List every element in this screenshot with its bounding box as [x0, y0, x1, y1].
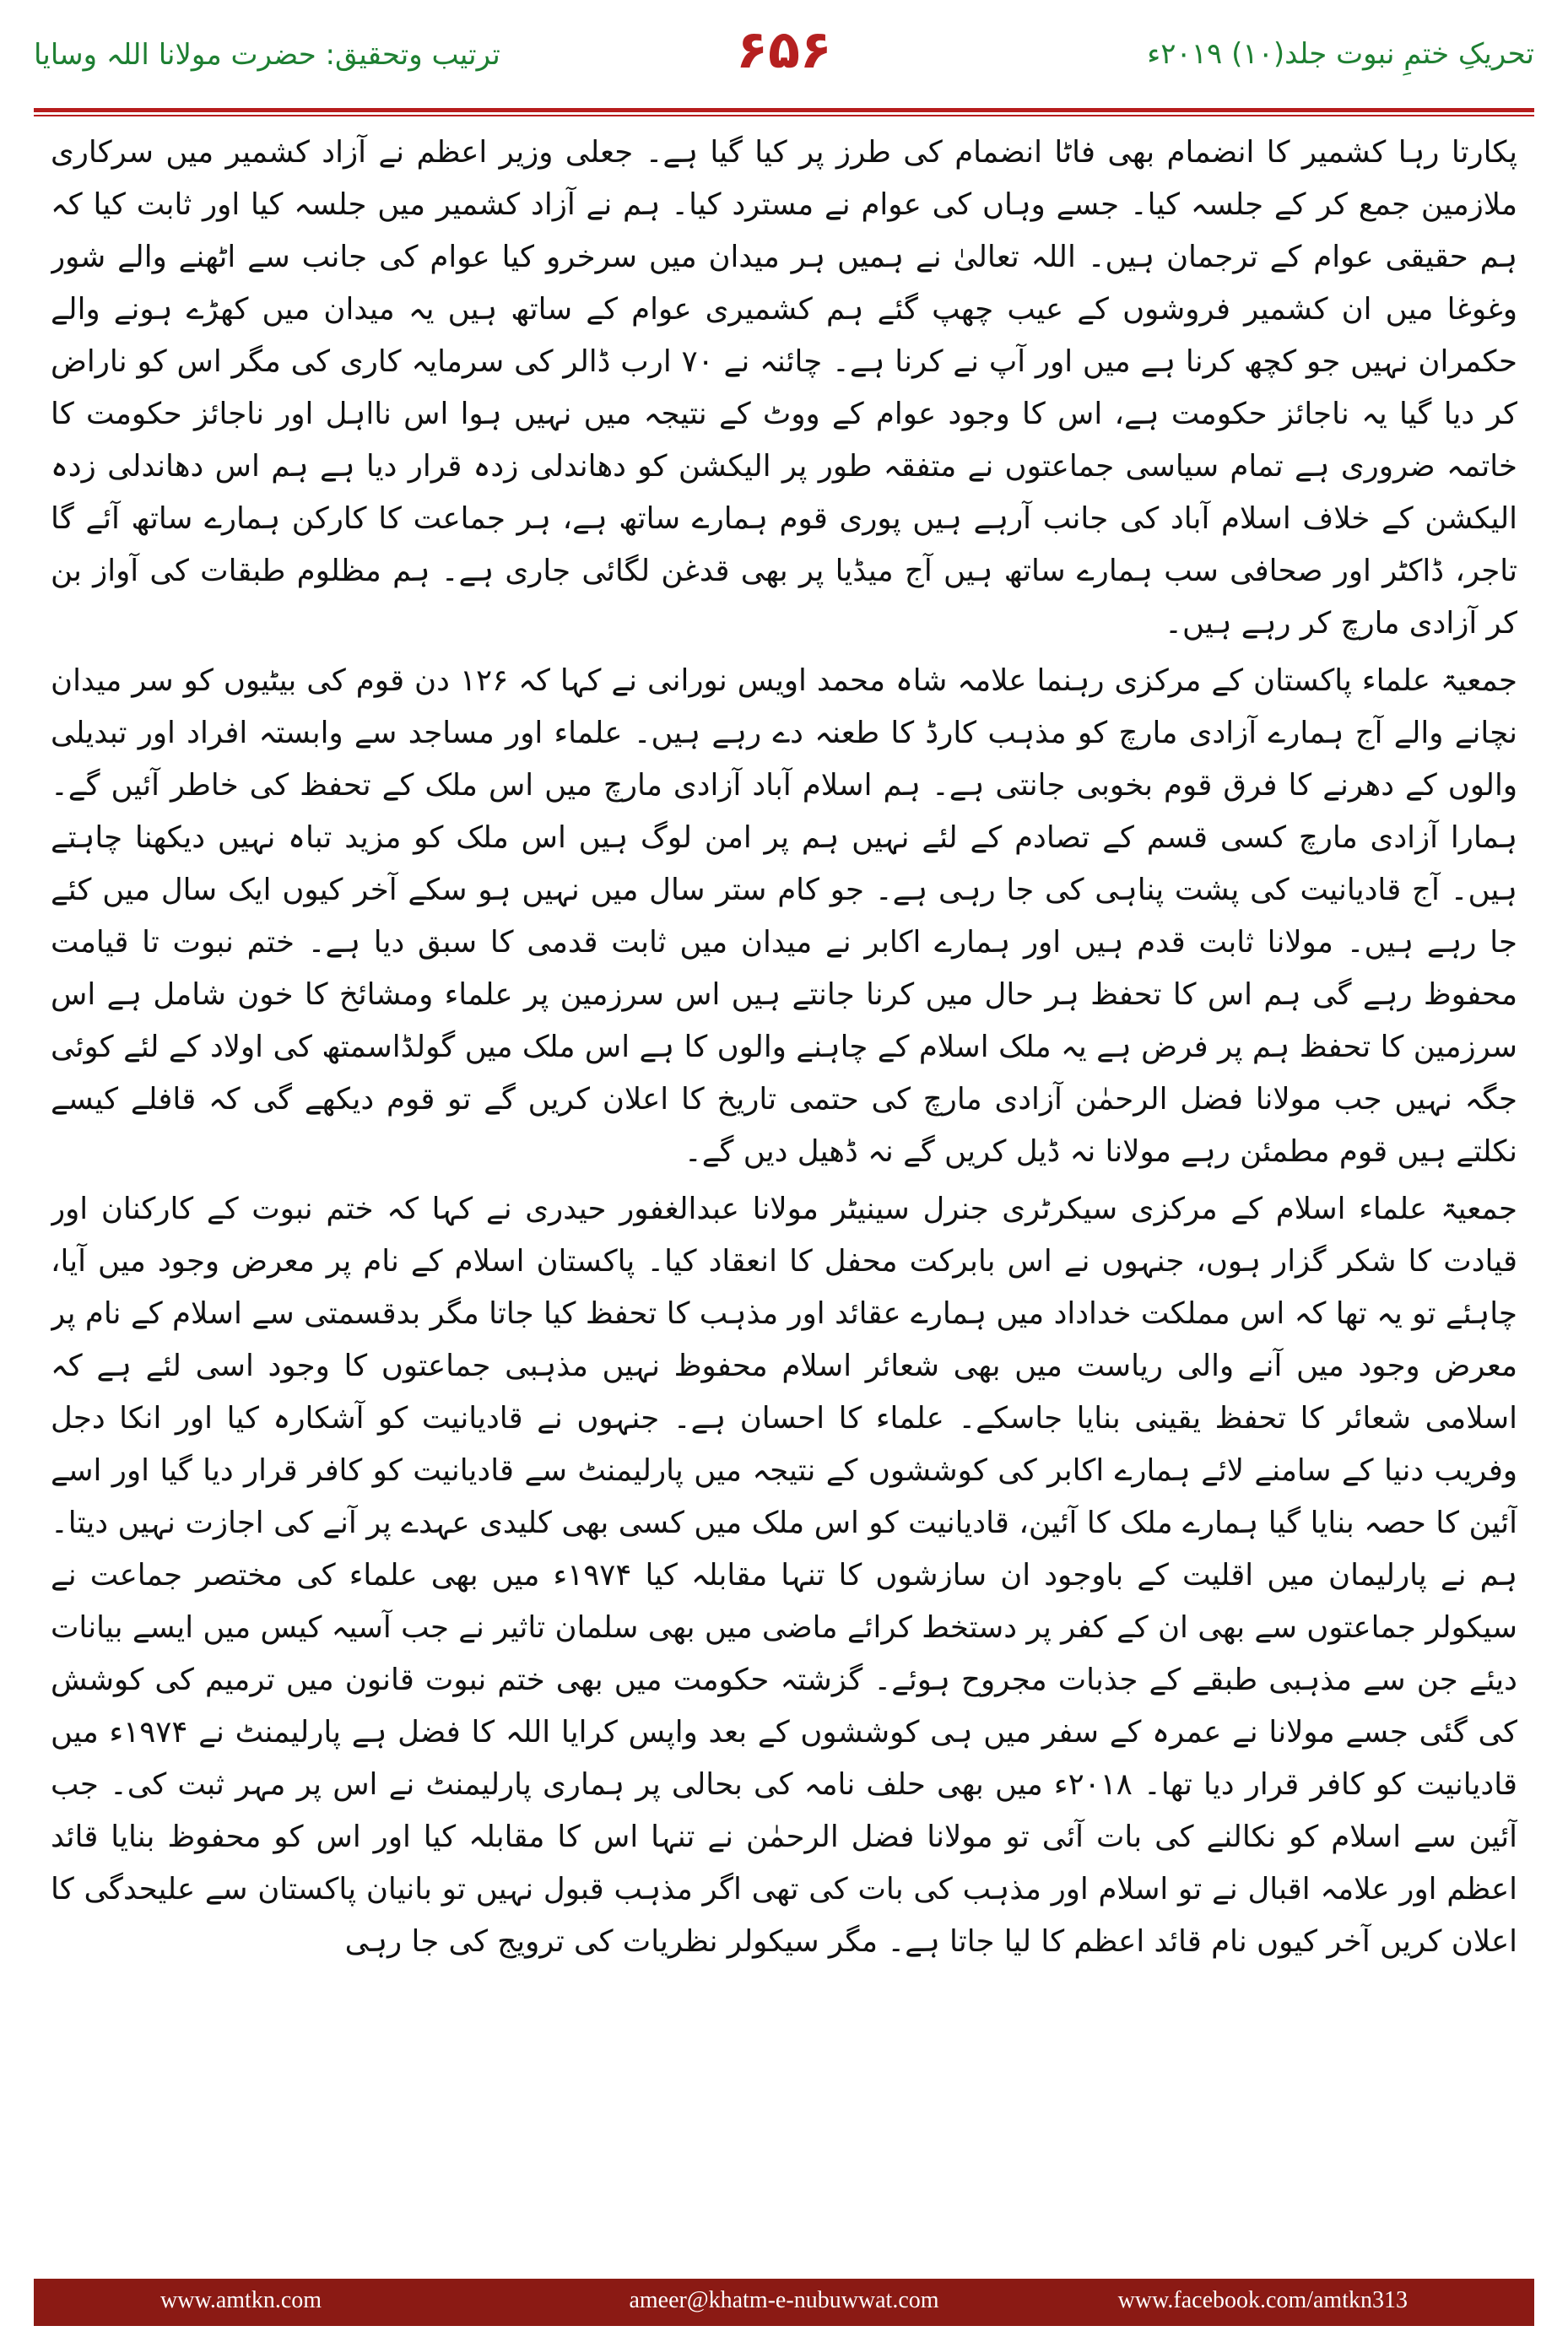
header-rule: [34, 108, 1534, 112]
article-body: [51, 127, 1517, 2228]
book-title: تحریکِ ختمِ نبوت جلد(۱۰) ۲۰۱۹ء: [1147, 37, 1534, 71]
compiler-credit: ترتیب وتحقیق: حضرت مولانا اللہ وسایا: [34, 38, 500, 72]
email-link[interactable]: ameer@khatm-e-nubuwwat.com: [629, 2287, 939, 2313]
facebook-link[interactable]: www.facebook.com/amtkn313: [1117, 2287, 1408, 2313]
header-rule-thin: [34, 115, 1534, 116]
page-footer: [34, 2279, 1534, 2326]
paragraph-1: پکارتا رہا کشمیر کا انضمام بھی فاٹا انضمام کی طرز پر کیا گیا ہے۔ جعلی وزیر اعظم نے آزاد کشمیر میں سرکاری ملازمین جمع کر کے جلسہ کیا۔ جسے وہاں کی عوام نے مسترد کیا۔ ہم نے آزاد کشمیر میں جلسہ کیا اور ثابت کیا کہ ہم حقیقی عوام کے ترجمان ہیں۔ اللہ تعالیٰ نے ہمیں ہر میدان میں سرخرو کیا عوام کی جانب سے اٹھنے والے شور وغوغا میں ان کشمیر فروشوں کے عیب چھپ گئے ہم کشمیری عوام کے ساتھ ہیں یہ میدان میں کھڑے ہونے والے حکمران نہیں جو کچھ کرنا ہے میں اور آپ نے کرنا ہے۔ چائنہ نے ۷۰ ارب ڈالر کی سرمایہ کاری کی مگر اس کو ناراض کر دیا گیا یہ ناجائز حکومت ہے، اس کا وجود عوام کے ووٹ کے نتیجہ میں نہیں ہوا اس نااہل اور ناجائز حکومت کا خاتمہ ضروری ہے تمام سیاسی جماعتوں نے متفقہ طور پر الیکشن کو دھاندلی زدہ قرار دیا ہے ہم اس دھاندلی زدہ الیکشن کے خلاف اسلام آباد کی جانب آرہے ہیں پوری قوم ہمارے ساتھ ہے، ہر جماعت کا کارکن ہمارے ساتھ آئے گا تاجر، ڈاکٹر اور صحافی سب ہمارے ساتھ ہیں آج میڈیا پر بھی قدغن لگائی جاری ہے۔ ہم مظلوم طبقات کی آواز بن کر آزادی مارچ کر رہے ہیں۔: [51, 135, 1517, 641]
paragraph-3: جمعیۃ علماء اسلام کے مرکزی سیکرٹری جنرل سینیٹر مولانا عبدالغفور حیدری نے کہا کہ ختم نبوت کے کارکنان اور قیادت کا شکر گزار ہوں، جنہوں نے اس بابرکت محفل کا انعقاد کیا۔ پاکستان اسلام کے نام پر معرض وجود میں آیا، چاہئے تو یہ تھا کہ اس مملکت خداداد میں ہمارے عقائد اور مذہب کا تحفظ کیا جاتا مگر بدقسمتی سے اسلام کے نام پر معرض وجود میں آنے والی ریاست میں بھی شعائر اسلام محفوظ نہیں مذہبی جماعتوں کا وجود اسی لئے ہے کہ اسلامی شعائر کا تحفظ یقینی بنایا جاسکے۔ علماء کا احسان ہے۔ جنہوں نے قادیانیت کو آشکارہ کیا اور انکا دجل وفریب دنیا کے سامنے لائے ہمارے اکابر کی کوششوں کے نتیجہ میں پارلیمنٹ سے قادیانیت کو کافر قرار دیا گیا اور اسے آئین کا حصہ بنایا گیا ہمارے ملک کا آئین، قادیانیت کو اس ملک میں کسی بھی کلیدی عہدے پر آنے کی اجازت نہیں دیتا۔ ہم نے پارلیمان میں اقلیت کے باوجود ان سازشوں کا تنہا مقابلہ کیا ۱۹۷۴ء میں بھی علماء کی مختصر جماعت نے سیکولر جماعتوں سے بھی ان کے کفر پر دستخط کرائے ماضی میں بھی سلمان تاثیر نے جب آسیہ کیس میں ایسے بیانات دیئے جن سے مذہبی طبقے کے جذبات مجروح ہوئے۔ گزشتہ حکومت میں بھی ختم نبوت قانون میں ترمیم کی کوشش کی گئی جسے مولانا نے عمرہ کے سفر میں ہی کوششوں کے بعد واپس کرایا اللہ کا فضل ہے پارلیمنٹ نے ۱۹۷۴ء میں قادیانیت کو کافر قرار دیا تھا۔ ۲۰۱۸ء میں بھی حلف نامہ کی بحالی پر ہماری پارلیمنٹ نے اس پر مہر ثبت کی۔ جب آئین سے اسلام کو نکالنے کی بات آئی تو مولانا فضل الرحمٰن نے تنہا اس کا مقابلہ کیا اور اس کو محفوظ بنایا قائد اعظم اور علامہ اقبال نے تو اسلام اور مذہب کی بات کی تھی اگر مذہب قبول نہیں تو بانیان پاکستان سے علیحدگی کا اعلان کریں آخر کیوں نام قائد اعظم کا لیا جاتا ہے۔ مگر سیکولر نظریات کی ترویج کی جا رہی: [51, 1192, 1517, 1959]
page-header: [34, 19, 1534, 95]
paragraph-2: جمعیۃ علماء پاکستان کے مرکزی رہنما علامہ شاہ محمد اویس نورانی نے کہا کہ ۱۲۶ دن قوم کی بیٹیوں کو سر میدان نچانے والے آج ہمارے آزادی مارچ کو مذہب کارڈ کا طعنہ دے رہے ہیں۔ علماء اور مساجد سے وابستہ افراد اور تبدیلی والوں کے دھرنے کا فرق قوم بخوبی جانتی ہے۔ ہم اسلام آباد آزادی مارچ میں اس ملک کے تحفظ کی خاطر آئیں گے۔ ہمارا آزادی مارچ کسی قسم کے تصادم کے لئے نہیں ہم پر امن لوگ ہیں اس ملک کو مزید تباہ نہیں دیکھنا چاہتے ہیں۔ آج قادیانیت کی پشت پناہی کی جا رہی ہے۔ جو کام ستر سال میں نہیں ہو سکے آخر کیوں ایک سال میں کئے جا رہے ہیں۔ مولانا ثابت قدم ہیں اور ہمارے اکابر نے میدان میں ثابت قدمی کا سبق دیا ہے۔ ختم نبوت تا قیامت محفوظ رہے گی ہم اس کا تحفظ ہر حال میں کرنا جانتے ہیں اس سرزمین پر علماء ومشائخ کا خون شامل ہے اس سرزمین کا تحفظ ہم پر فرض ہے یہ ملک اسلام کے چاہنے والوں کا ہے اس ملک میں گولڈاسمتھ کی اولاد کے لئے کوئی جگہ نہیں جب مولانا فضل الرحمٰن آزادی مارچ کی حتمی تاریخ کا اعلان کریں گے تو قوم دیکھے گی کہ قافلے کیسے نکلتے ہیں قوم مطمئن رہے مولانا نہ ڈیل کریں گے نہ ڈھیل دیں گے۔: [51, 663, 1517, 1169]
website-link[interactable]: www.amtkn.com: [160, 2287, 322, 2313]
page-number: ۶۵۶: [736, 19, 832, 80]
